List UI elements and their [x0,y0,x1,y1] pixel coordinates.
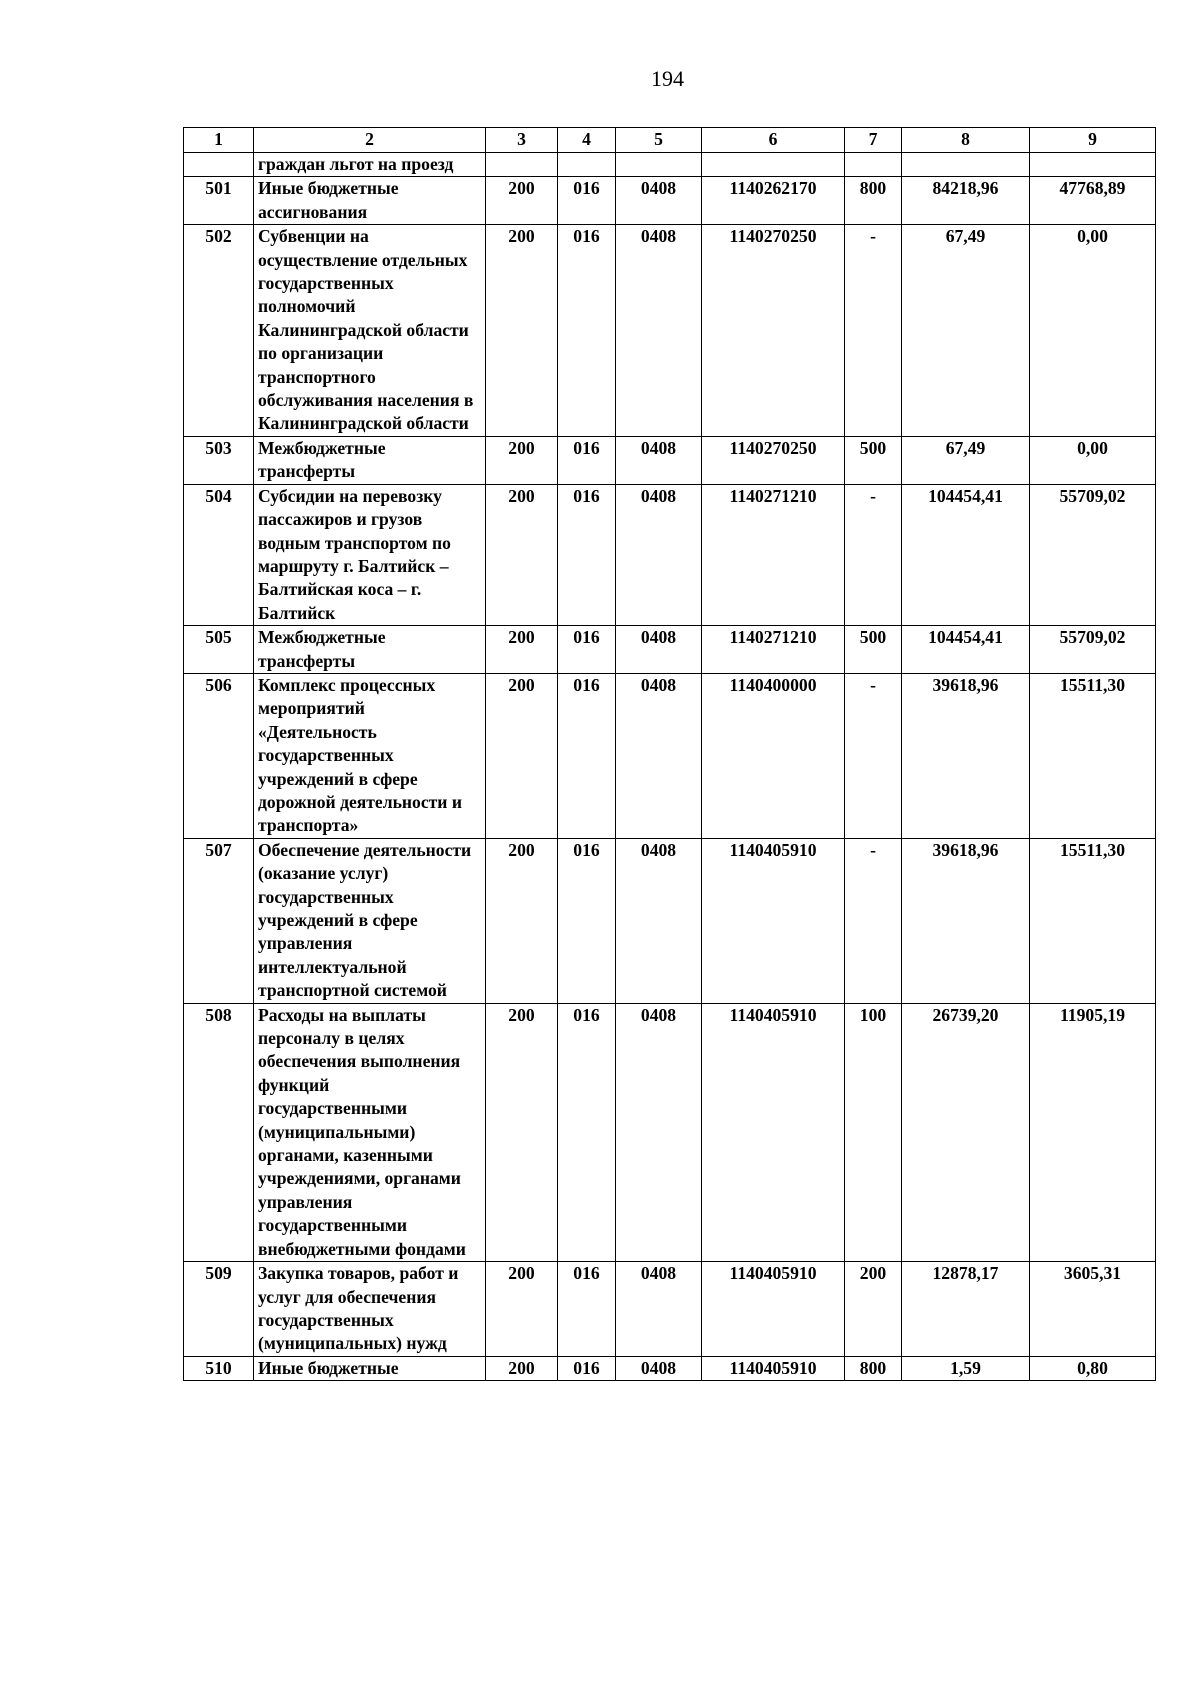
row-code-3: 200 [486,1003,558,1261]
row-code-4: 016 [558,1356,616,1380]
row-amount-8: 104454,41 [902,626,1030,674]
row-code-4: 016 [558,484,616,625]
row-name: Межбюджетные трансферты [254,436,486,484]
row-amount-9: 11905,19 [1030,1003,1156,1261]
table-row [184,436,1156,484]
row-code-3 [486,153,558,177]
row-code-3: 200 [486,484,558,625]
row-code-5: 0408 [616,673,702,838]
budget-table [183,127,1156,1381]
row-code-3: 200 [486,225,558,437]
row-code-7 [845,153,902,177]
row-code-6: 1140270250 [702,436,845,484]
row-code-6: 1140405910 [702,838,845,1003]
row-amount-8: 84218,96 [902,177,1030,225]
row-code-4: 016 [558,626,616,674]
row-amount-9: 15511,30 [1030,673,1156,838]
row-code-6: 1140405910 [702,1003,845,1261]
table-body [184,153,1156,1381]
row-name: Расходы на выплаты персоналу в целях обеспечения выполнения функций государственными (муниципальными) органами, казенными учреждениями, органами управления государственными внебюджетными фондами [254,1003,486,1261]
row-code-6: 1140262170 [702,177,845,225]
row-amount-9: 55709,02 [1030,626,1156,674]
table-row [184,225,1156,437]
row-code-3: 200 [486,673,558,838]
row-number: 502 [184,225,254,437]
row-amount-8: 26739,20 [902,1003,1030,1261]
row-code-5: 0408 [616,1356,702,1380]
row-amount-8: 12878,17 [902,1262,1030,1357]
row-number: 509 [184,1262,254,1357]
row-name: Субвенции на осуществление отдельных государственных полномочий Калининградской области по организации транспортного обслуживания населения в Калининградской области [254,225,486,437]
row-code-7: 800 [845,177,902,225]
row-code-7: - [845,673,902,838]
row-amount-9: 55709,02 [1030,484,1156,625]
table-row [184,153,1156,177]
row-code-6: 1140405910 [702,1356,845,1380]
column-header: 3 [486,128,558,153]
row-amount-8: 67,49 [902,225,1030,437]
table-row [184,1262,1156,1357]
row-number [184,153,254,177]
row-number: 505 [184,626,254,674]
row-amount-8: 39618,96 [902,673,1030,838]
column-header: 5 [616,128,702,153]
row-code-4: 016 [558,1003,616,1261]
row-code-6: 1140271210 [702,484,845,625]
row-amount-9: 15511,30 [1030,838,1156,1003]
column-header: 1 [184,128,254,153]
row-code-6 [702,153,845,177]
row-amount-8 [902,153,1030,177]
row-code-4: 016 [558,177,616,225]
row-amount-9: 0,00 [1030,436,1156,484]
table-row [184,1003,1156,1261]
row-code-7: - [845,484,902,625]
row-code-6: 1140271210 [702,626,845,674]
row-amount-9: 0,80 [1030,1356,1156,1380]
row-code-4: 016 [558,225,616,437]
row-number: 507 [184,838,254,1003]
table-row [184,484,1156,625]
table-row [184,673,1156,838]
row-code-4: 016 [558,436,616,484]
table-row [184,626,1156,674]
row-code-4: 016 [558,838,616,1003]
row-name: граждан льгот на проезд [254,153,486,177]
row-number: 504 [184,484,254,625]
row-code-3: 200 [486,626,558,674]
row-code-6: 1140405910 [702,1262,845,1357]
row-code-3: 200 [486,1262,558,1357]
table-row [184,177,1156,225]
row-code-6: 1140400000 [702,673,845,838]
row-number: 510 [184,1356,254,1380]
table-row [184,1356,1156,1380]
row-name: Иные бюджетные ассигнования [254,177,486,225]
row-code-7: 200 [845,1262,902,1357]
row-code-5: 0408 [616,225,702,437]
row-number: 506 [184,673,254,838]
row-code-5: 0408 [616,1262,702,1357]
row-amount-9: 0,00 [1030,225,1156,437]
row-amount-8: 67,49 [902,436,1030,484]
row-amount-9: 3605,31 [1030,1262,1156,1357]
row-code-5: 0408 [616,1003,702,1261]
row-code-4 [558,153,616,177]
column-header: 2 [254,128,486,153]
row-code-5: 0408 [616,626,702,674]
row-code-5 [616,153,702,177]
row-name: Комплекс процессных мероприятий «Деятельность государственных учреждений в сфере дорожной деятельности и транспорта» [254,673,486,838]
row-name: Межбюджетные трансферты [254,626,486,674]
row-code-5: 0408 [616,177,702,225]
header-row [184,128,1156,153]
row-code-3: 200 [486,436,558,484]
column-header: 9 [1030,128,1156,153]
row-code-5: 0408 [616,838,702,1003]
row-amount-8: 39618,96 [902,838,1030,1003]
row-code-4: 016 [558,673,616,838]
row-amount-8: 104454,41 [902,484,1030,625]
row-code-5: 0408 [616,484,702,625]
row-code-7: - [845,225,902,437]
row-code-7: 500 [845,626,902,674]
row-code-7: 800 [845,1356,902,1380]
row-name: Закупка товаров, работ и услуг для обеспечения государственных (муниципальных) нужд [254,1262,486,1357]
row-name: Иные бюджетные [254,1356,486,1380]
row-code-4: 016 [558,1262,616,1357]
row-amount-8: 1,59 [902,1356,1030,1380]
row-code-7: - [845,838,902,1003]
row-code-7: 100 [845,1003,902,1261]
row-amount-9: 47768,89 [1030,177,1156,225]
row-code-3: 200 [486,1356,558,1380]
row-code-6: 1140270250 [702,225,845,437]
column-header: 4 [558,128,616,153]
column-header: 6 [702,128,845,153]
row-code-5: 0408 [616,436,702,484]
column-header: 8 [902,128,1030,153]
column-header: 7 [845,128,902,153]
row-amount-9 [1030,153,1156,177]
row-name: Обеспечение деятельности (оказание услуг) государственных учреждений в сфере управления интеллектуальной транспортной системой [254,838,486,1003]
row-number: 508 [184,1003,254,1261]
row-code-3: 200 [486,177,558,225]
row-name: Субсидии на перевозку пассажиров и грузов водным транспортом по маршруту г. Балтийск – Балтийская коса – г. Балтийск [254,484,486,625]
row-number: 503 [184,436,254,484]
row-code-7: 500 [845,436,902,484]
row-number: 501 [184,177,254,225]
table-row [184,838,1156,1003]
page-number: 194 [651,66,684,91]
row-code-3: 200 [486,838,558,1003]
